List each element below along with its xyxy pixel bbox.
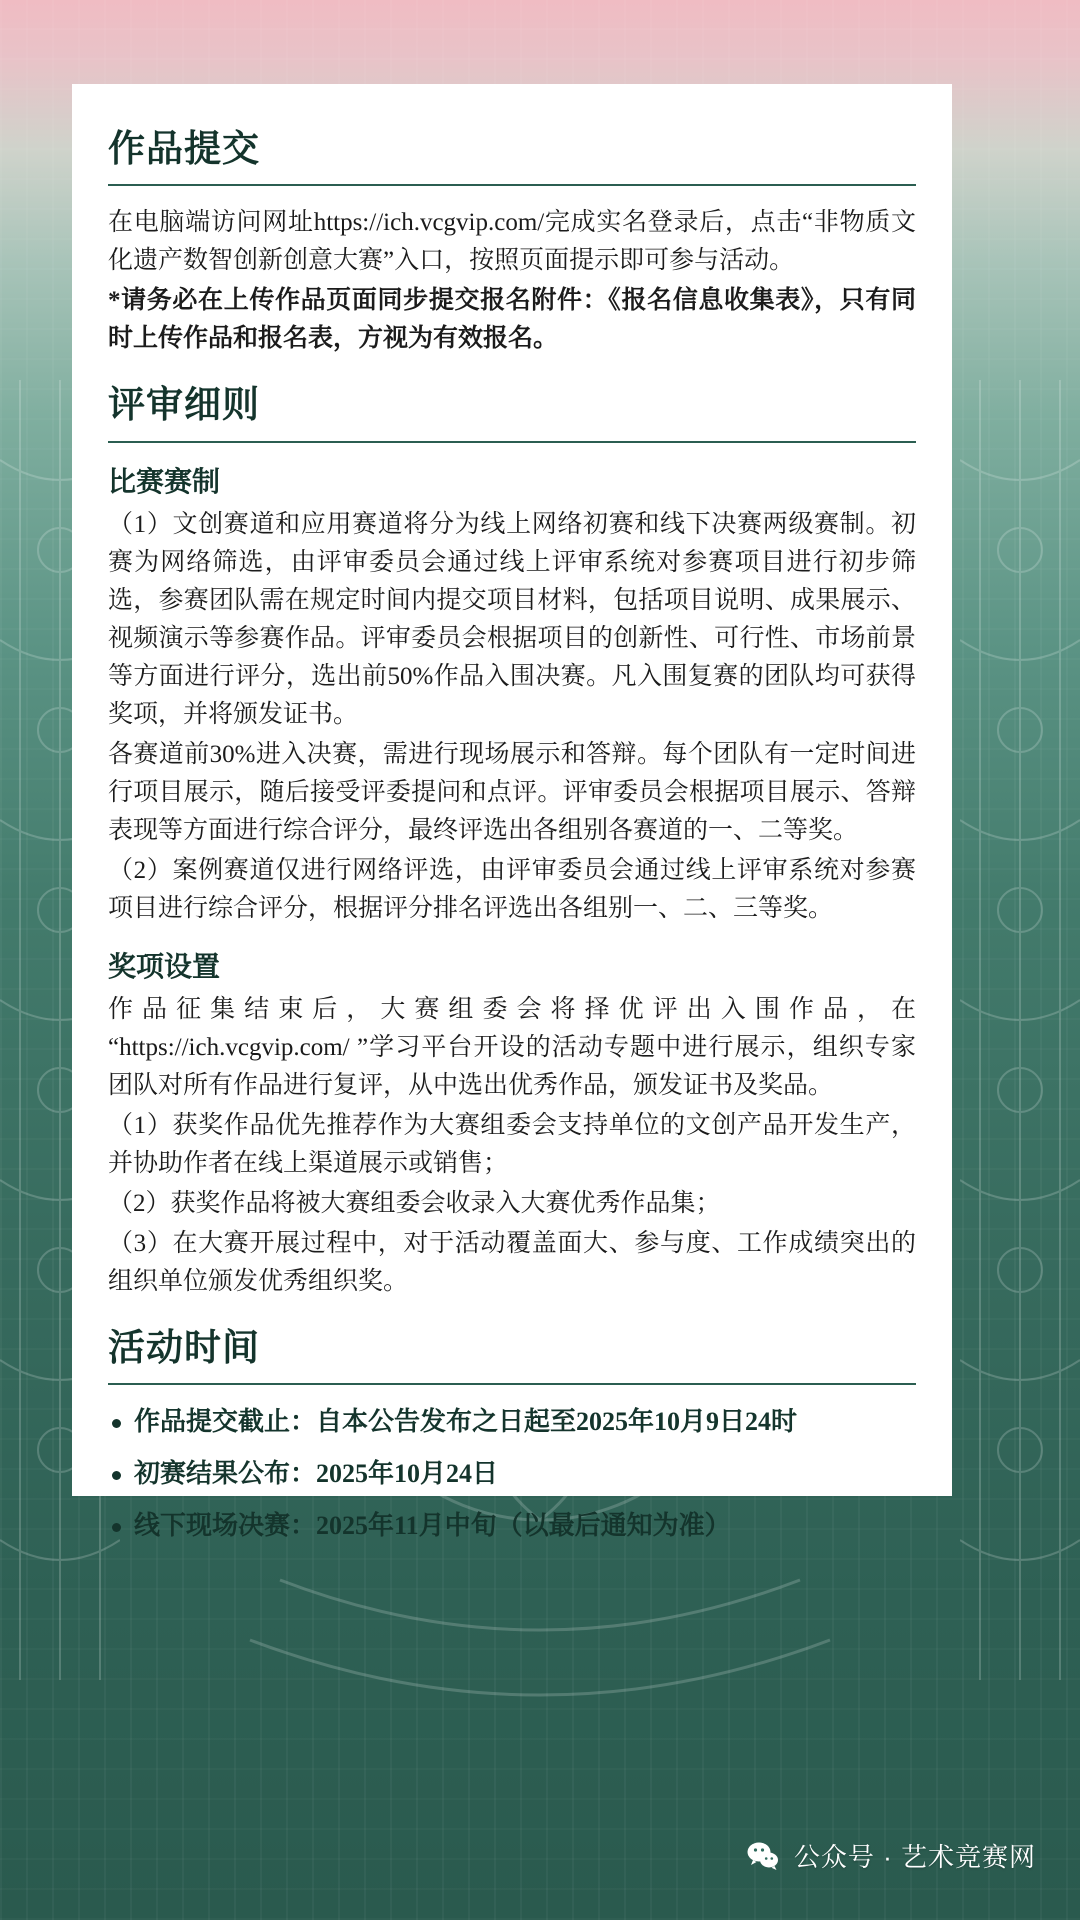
subsection-title-format: 比赛赛制 [108,466,221,498]
wechat-icon [746,1839,780,1873]
submission-paragraph-2: *请务必在上传作品页面同步提交报名附件：《报名信息收集表》，只有同时上传作品和报名表，方视为有效报名。 [108,287,916,353]
section-title-submission: 作品提交 [108,128,916,186]
footer-text: 公众号 · 艺术竞赛网 [793,1842,1036,1872]
format-paragraph-2: 各赛道前30%进入决赛，需进行现场展示和答辩。每个团队有一定时间进行项目展示，随后接受评委提问和点评。评审委员会根据项目展示、答辩表现等方面进行综合评分，最终评选出各组别各赛道的一、二等奖。 [108,740,916,844]
list-item: 线下现场决赛：2025年11月中旬（以最后通知为准） [108,1507,916,1545]
list-item: 作品提交截止：自本公告发布之日起至2025年10月9日24时 [108,1403,916,1441]
schedule-list [108,1403,916,1544]
awards-paragraph-3: （2）获奖作品将被大赛组委会收录入大赛优秀作品集； [108,1189,721,1217]
list-item: 初赛结果公布：2025年10月24日 [108,1455,916,1493]
submission-paragraph-1: 在电脑端访问网址https://ich.vcgvip.com/完成实名登录后，点击“非物质文化遗产数智创新创意大赛”入口，按照页面提示即可参与活动。 [108,209,916,275]
subsection-title-awards: 奖项设置 [108,951,221,983]
awards-paragraph-2: （1）获奖作品优先推荐作为大赛组委会支持单位的文创产品开发生产，并协助作者在线上渠道展示或销售； [108,1111,916,1177]
format-paragraph-3: （2）案例赛道仅进行网络评选，由评审委员会通过线上评审系统对参赛项目进行综合评分，根据评分排名评选出各组别一、二、三等奖。 [108,856,916,922]
right-pattern-ornament [960,380,1080,1680]
awards-paragraph-1: 作品征集结束后，大赛组委会将择优评出入围作品，在“https://ich.vcgvip.com/ ”学习平台开设的活动专题中进行展示，组织专家团队对所有作品进行复评，从中选出优秀作品，颁发证书及奖品。 [108,995,916,1099]
awards-paragraph-4: （3）在大赛开展过程中，对于活动覆盖面大、参与度、工作成绩突出的组织单位颁发优秀组织奖。 [108,1229,916,1295]
section-title-schedule: 活动时间 [108,1327,916,1385]
content-card [72,84,952,1540]
footer-watermark [746,1837,1036,1874]
format-paragraph-1: （1）文创赛道和应用赛道将分为线上网络初赛和线下决赛两级赛制。初赛为网络筛选，由评审委员会通过线上评审系统对参赛项目进行初步筛选，参赛团队需在规定时间内提交项目材料，包括项目说明、成果展示、视频演示等参赛作品。评审委员会根据项目的创新性、可行性、市场前景等方面进行评分，选出前50%作品入围决赛。凡入围复赛的团队均可获得奖项，并将颁发证书。 [108,510,916,728]
section-title-review: 评审细则 [108,384,916,442]
